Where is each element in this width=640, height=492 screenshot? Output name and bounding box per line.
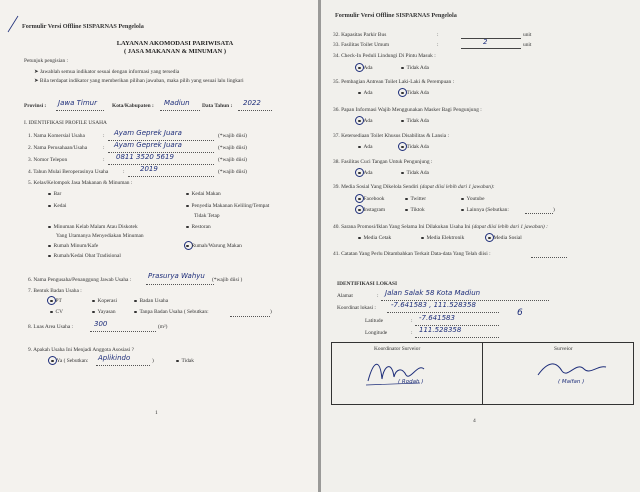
q33-label: 33. Fasilitas Toilet Umum (333, 42, 390, 48)
form-header: Formulir Versi Offline SISPARNAS Pengelola (22, 23, 144, 30)
koordinator-name: ( Rodah ) (398, 379, 424, 385)
provinsi-value: Jawa Timur (58, 99, 97, 107)
q36-ada: Ada (358, 118, 372, 125)
surveior-name: ( Maifan ) (558, 379, 585, 385)
q5-option-bar: Bar (48, 191, 61, 198)
q7-option-koperasi: Koperasi (92, 298, 117, 305)
koordinat-value: -7.641583 , 111.528358 (391, 301, 476, 309)
q7-label: 7. Bentuk Badan Usaha : (28, 288, 82, 294)
surveior-label: Surveior (554, 346, 573, 352)
q3-value: 0811 3520 5619 (116, 153, 174, 161)
form-page-1: Formulir Versi Offline SISPARNAS Pengelola LAYANAN AKOMODASI PARIWISATA ( JASA MAKANAN & MINUMAN ) Petunjuk pengisian : ➤ Jawablah semua indikator sesuai dengan informasi yang tersedia ➤ Bila terdapat indikator yang memberikan pilihan jawaban, maka pilih yang sesuai lalu lingkari Provinsi : Jawa Timur Kota/Kabupaten : Madiun Data Tahun : 2022 I. IDENTIFIKASI PROFILE USAHA 1. Nama Komersial Usaha : Ayam Geprek Juara (*wajib diisi) 2. Nama Perusahaan/Usaha : Ayam Geprek Juara (*wajib diisi) 3. Nomor Telepon : 0811 3520 5619 (*wajib diisi) 4. Tahun Mulai Beroperasinya Usaha : 2019 (*wajib diisi) 5. Kelas/Kelompok Jasa Makanan & Minuman : Bar Kedai Kedai Makan Penyedia Makanan Keliling/Tempat Tidak Tetap Minuman Kelab Malam Atau Diskotek Yang Utamanya Menyediakan Minuman Restoran Rumah Minum/Kafe Rumah/Warung Makan Rumah/Kedai Obat Tradisional 6. Nama Pengusaha/Penanggung Jawab Usaha : Prasurya Wahyu (*wajib diisi ) 7. Bentuk Badan Usaha : PT Koperasi Badan Usaha CV Yayasan Tanpa Badan Usaha ( Sebutkan: ) 8. Luas Area Usaha : 300 (m²) 9. Apakah Usaha Ini Menjadi Anggota Asosiasi ? Ya ( Sebutkan: Aplikindo ) Tidak 1 (0, 0, 318, 492)
q5-option-restoran: Restoran (186, 224, 211, 231)
q35-label: 35. Pembagian Antrean Toilet Laki-Laki & Perempuan : (333, 79, 455, 85)
q34-label: 34. Check-In Peduli Lindungi Di Pintu Masuk : (333, 53, 436, 59)
q37-label: 37. Ketersediaan Toilet Khusus Disabilitas & Lansia : (333, 133, 449, 139)
q34-ada: Ada (358, 65, 372, 72)
instructions-label: Petunjuk pengisian : (24, 58, 69, 64)
q40-media-sosial: Media Sosial (488, 235, 522, 242)
q33-unit: unit (523, 42, 532, 48)
q33-value: 2 (483, 38, 488, 46)
q2-value: Ayam Geprek Juara (114, 141, 182, 149)
q5-option-tidak-tetap: Tidak Tetap (194, 213, 220, 219)
kota-value: Madiun (164, 99, 190, 107)
q39-tiktok: Tiktok (405, 207, 425, 214)
q2-label: 2. Nama Perusahaan/Usaha (28, 145, 88, 151)
q39-youtube: Youtube (461, 196, 485, 203)
q37-tidak-ada: Tidak Ada (401, 144, 429, 151)
tahun-value: 2022 (243, 99, 261, 107)
alamat-value: Jalan Salak 58 Kota Madiun (385, 289, 481, 297)
q8-value: 300 (94, 320, 108, 328)
q4-required: (*wajib diisi) (218, 169, 247, 175)
q5-option-keliling: Penyedia Makanan Keliling/Tempat (186, 203, 269, 210)
koordinat-label: Koordinat lokasi : (337, 305, 376, 311)
q6-label: 6. Nama Pengusaha/Penanggung Jawab Usaha : (28, 277, 132, 283)
longitude-value: 111.528358 (419, 326, 462, 334)
q39-instagram: Instagram (358, 207, 385, 214)
q6-required: (*wajib diisi ) (212, 277, 243, 283)
q39-facebook: Facebook (358, 196, 384, 203)
pen-mark-icon (6, 14, 20, 34)
q39-label: 39. Media Sosial Yang Dikelola Sendiri (dapat diisi lebih dari 1 jawaban): (333, 184, 495, 190)
q38-tidak-ada: Tidak Ada (401, 170, 429, 177)
q37-ada: Ada (358, 144, 372, 151)
q40-media-elektronik: Media Elektronik (421, 235, 464, 242)
q1-value: Ayam Geprek Juara (114, 129, 182, 137)
section-identifikasi-profile: I. IDENTIFIKASI PROFILE USAHA (24, 120, 107, 126)
q5-option-rumah-makan: Rumah/Warung Makan (186, 243, 242, 250)
title-line-1: LAYANAN AKOMODASI PARIWISATA (116, 40, 234, 47)
q34-tidak-ada: Tidak Ada (401, 65, 429, 72)
q7-option-badan-usaha: Badan Usaha (134, 298, 168, 305)
q35-tidak-ada: Tidak Ada (401, 90, 429, 97)
provinsi-label: Provinsi : (24, 103, 47, 109)
form-page-4: Formulir Versi Offline SISPARNAS Pengelola 32. Kapasitas Parkir Bus : unit 33. Fasilitas Toilet Umum : 2 unit 34. Check-In Peduli Lindungi Di Pintu Masuk : Ada Tidak Ada 35. Pembagian Antrean Toilet Laki-Laki & Perempuan : Ada Tidak Ada 36. Papan Informasi Wajib Menggunakan Masker Bagi Pengunjung : Ada Tidak Ada 37. Ketersediaan Toilet Khusus Disabilitas & Lansia : Ada Tidak Ada 38. Fasilitas Cuci Tangan Untuk Pengunjung : Ada Tidak Ada 39. Media Sosial Yang Dikelola Sendiri (dapat diisi lebih dari 1 jawaban): Facebook Twitter Youtube Instagram Tiktok Lainnya (Sebutkan: ) 40. Sarana Promosi/Iklan Yang Selama Ini Dilakukan Usaha Ini (dapat diisi lebih dari 1 jawaban) : Media Cetak Media Elektronik Media Sosial 41. Catatan Yang Perlu Ditambahkan Terkait Data-data Yang Telah diisi : IDENTIFIKASI LOKASI Alamat : Jalan Salak 58 Kota Madiun Koordinat lokasi : -7.641583 , 111.528358 6 Latitude : -7.641583 Longitude : 111.528358 Koordinator Surveior ( Rodah ) Surveior ( Maifan ) 4 (321, 0, 640, 492)
q7-option-tanpa-badan: Tanpa Badan Usaha ( Sebutkan: (134, 309, 209, 316)
q3-label: 3. Nomor Telepon (28, 157, 68, 163)
q3-required: (*wajib diisi) (218, 157, 247, 163)
q1-label: 1. Nama Komersial Usaha (28, 133, 85, 139)
latitude-label: Latitude (365, 318, 383, 324)
longitude-label: Longitude (365, 330, 388, 336)
q9-label: 9. Apakah Usaha Ini Menjadi Anggota Asosiasi ? (28, 347, 134, 353)
signature-box (331, 342, 634, 405)
kota-label: Kota/Kabupaten : (112, 103, 154, 109)
q4-label: 4. Tahun Mulai Beroperasinya Usaha (28, 169, 109, 175)
q5-option-kedai-makan: Kedai Makan (186, 191, 221, 198)
q5-option-rumah-minum: Rumah Minum/Kafe (48, 243, 98, 250)
q32-label: 32. Kapasitas Parkir Bus (333, 32, 387, 38)
q35-ada: Ada (358, 90, 372, 97)
q5-option-kelab: Minuman Kelab Malam Atau Diskotek (48, 224, 138, 231)
q36-tidak-ada: Tidak Ada (401, 118, 429, 125)
instruction-2: ➤ Bila terdapat indikator yang memberikan pilihan jawaban, maka pilih yang sesuai lalu lingkari (34, 78, 244, 84)
q5-option-kedai: Kedai (48, 203, 66, 210)
q5-option-kelab-2: Yang Utamanya Menyediakan Minuman (56, 233, 144, 239)
q38-label: 38. Fasilitas Cuci Tangan Untuk Pengunjung : (333, 159, 433, 165)
latitude-value: -7.641583 (419, 314, 455, 322)
koordinator-label: Koordinator Surveior (374, 346, 421, 352)
instruction-1: ➤ Jawablah semua indikator sesuai dengan informasi yang tersedia (34, 69, 180, 75)
q7-option-pt: PT (50, 298, 62, 305)
q39-lainnya: Lainnya (Sebutkan: (461, 207, 509, 214)
q5-label: 5. Kelas/Kelompok Jasa Makanan & Minuman : (28, 180, 133, 186)
q32-unit: unit (523, 32, 532, 38)
q40-media-cetak: Media Cetak (358, 235, 391, 242)
tahun-label: Data Tahun : (202, 103, 233, 109)
q9-option-tidak: Tidak (176, 358, 194, 365)
q8-label: 8. Luas Area Usaha : (28, 324, 74, 330)
q40-label: 40. Sarana Promosi/Iklan Yang Selama Ini Dilakukan Usaha Ini (dapat diisi lebih dari 1 jawaban) : (333, 224, 548, 230)
page-number-right: 4 (473, 418, 476, 424)
form-header-right: Formulir Versi Offline SISPARNAS Pengelola (335, 12, 457, 19)
q7-option-cv: CV (50, 309, 63, 316)
lokasi-title: IDENTIFIKASI LOKASI (337, 281, 398, 287)
q38-ada: Ada (358, 170, 372, 177)
form-title (80, 40, 270, 56)
q4-value: 2019 (140, 165, 158, 173)
alamat-label: Alamat (337, 293, 353, 299)
page-mark-6: 6 (517, 308, 523, 318)
q39-twitter: Twitter (405, 196, 426, 203)
q8-unit: (m²) (158, 324, 168, 330)
q36-label: 36. Papan Informasi Wajib Menggunakan Masker Bagi Pengunjung : (333, 107, 482, 113)
q5-option-obat: Rumah/Kedai Obat Tradisional (48, 253, 121, 260)
page-number-left: 1 (155, 410, 158, 416)
q7-option-yayasan: Yayasan (92, 309, 116, 316)
q9-option-ya: Ya ( Sebutkan: (51, 358, 88, 365)
title-line-2: ( JASA MAKANAN & MINUMAN ) (123, 48, 226, 55)
q1-required: (*wajib diisi) (218, 133, 247, 139)
q2-required: (*wajib diisi) (218, 145, 247, 151)
q9-ya-value: Aplikindo (98, 354, 131, 362)
q41-label: 41. Catatan Yang Perlu Ditambahkan Terkait Data-data Yang Telah diisi : (333, 251, 491, 257)
q6-value: Prasurya Wahyu (148, 272, 205, 280)
